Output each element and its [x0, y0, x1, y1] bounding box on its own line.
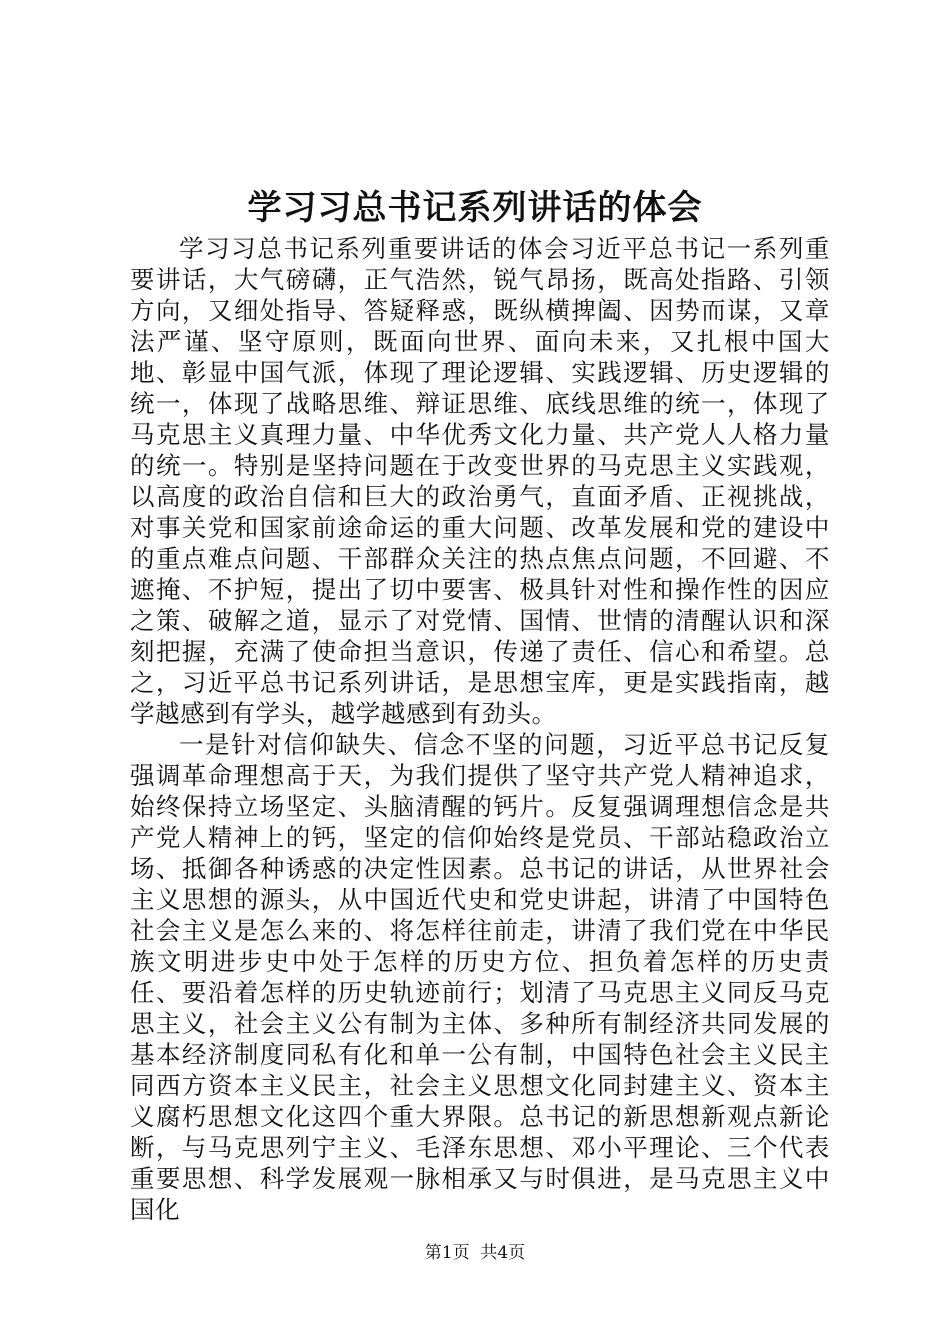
- document-title: 学习习总书记系列讲话的体会: [247, 188, 703, 228]
- page-number: 第1页: [424, 1243, 470, 1263]
- total-pages: 共4页: [480, 1243, 526, 1263]
- footer-spacer: [470, 1243, 481, 1263]
- paragraph: 学习习总书记系列重要讲话的体会习近平总书记一系列重要讲话，大气磅礴，正气浩然，锐气昂扬，既高处指路、引领方向，又细处指导、答疑释惑，既纵横捭阖、因势而谋，又章法严谨、坚守原则，既面向世界、面向未来，又扎根中国大地、彰显中国气派，体现了理论逻辑、实践逻辑、历史逻辑的统一，体现了战略思维、辩证思维、底线思维的统一，体现了马克思主义真理力量、中华优秀文化力量、共产党人人格力量的统一。特别是坚持问题在于改变世界的马克思主义实践观，以高度的政治自信和巨大的政治勇气，直面矛盾、正视挑战，对事关党和国家前途命运的重大问题、改革发展和党的建设中的重点难点问题、干部群众关注的热点焦点问题，不回避、不遮掩、不护短，提出了切中要害、极具针对性和操作性的因应之策、破解之道，显示了对党情、国情、世情的清醒认识和深刻把握，充满了使命担当意识，传递了责任、信心和希望。总之，习近平总书记系列讲话，是思想宝库，更是实践指南，越学越感到有学头，越学越感到有劲头。: [130, 234, 830, 728]
- page-footer: [0, 1241, 950, 1265]
- document-body: [130, 233, 830, 1225]
- paragraph: 一是针对信仰缺失、信念不坚的问题，习近平总书记反复强调革命理想高于天，为我们提供了坚守共产党人精神追求，始终保持立场坚定、头脑清醒的钙片。反复强调理想信念是共产党人精神上的钙，坚定的信仰始终是党员、干部站稳政治立场、抵御各种诱惑的决定性因素。总书记的讲话，从世界社会主义思想的源头，从中国近代史和党史讲起，讲清了中国特色社会主义是怎么来的、将怎样往前走，讲清了我们党在中华民族文明进步史中处于怎样的历史方位、担负着怎样的历史责任、要沿着怎样的历史轨迹前行；划清了马克思主义同反马克思主义，社会主义公有制为主体、多种所有制经济共同发展的基本经济制度同私有化和单一公有制，中国特色社会主义民主同西方资本主义民主，社会主义思想文化同封建主义、资本主义腐朽思想文化这四个重大界限。总书记的新思想新观点新论断，与马克思列宁主义、毛泽东思想、邓小平理论、三个代表重要思想、科学发展观一脉相承又与时俱进，是马克思主义中国化: [130, 730, 830, 1224]
